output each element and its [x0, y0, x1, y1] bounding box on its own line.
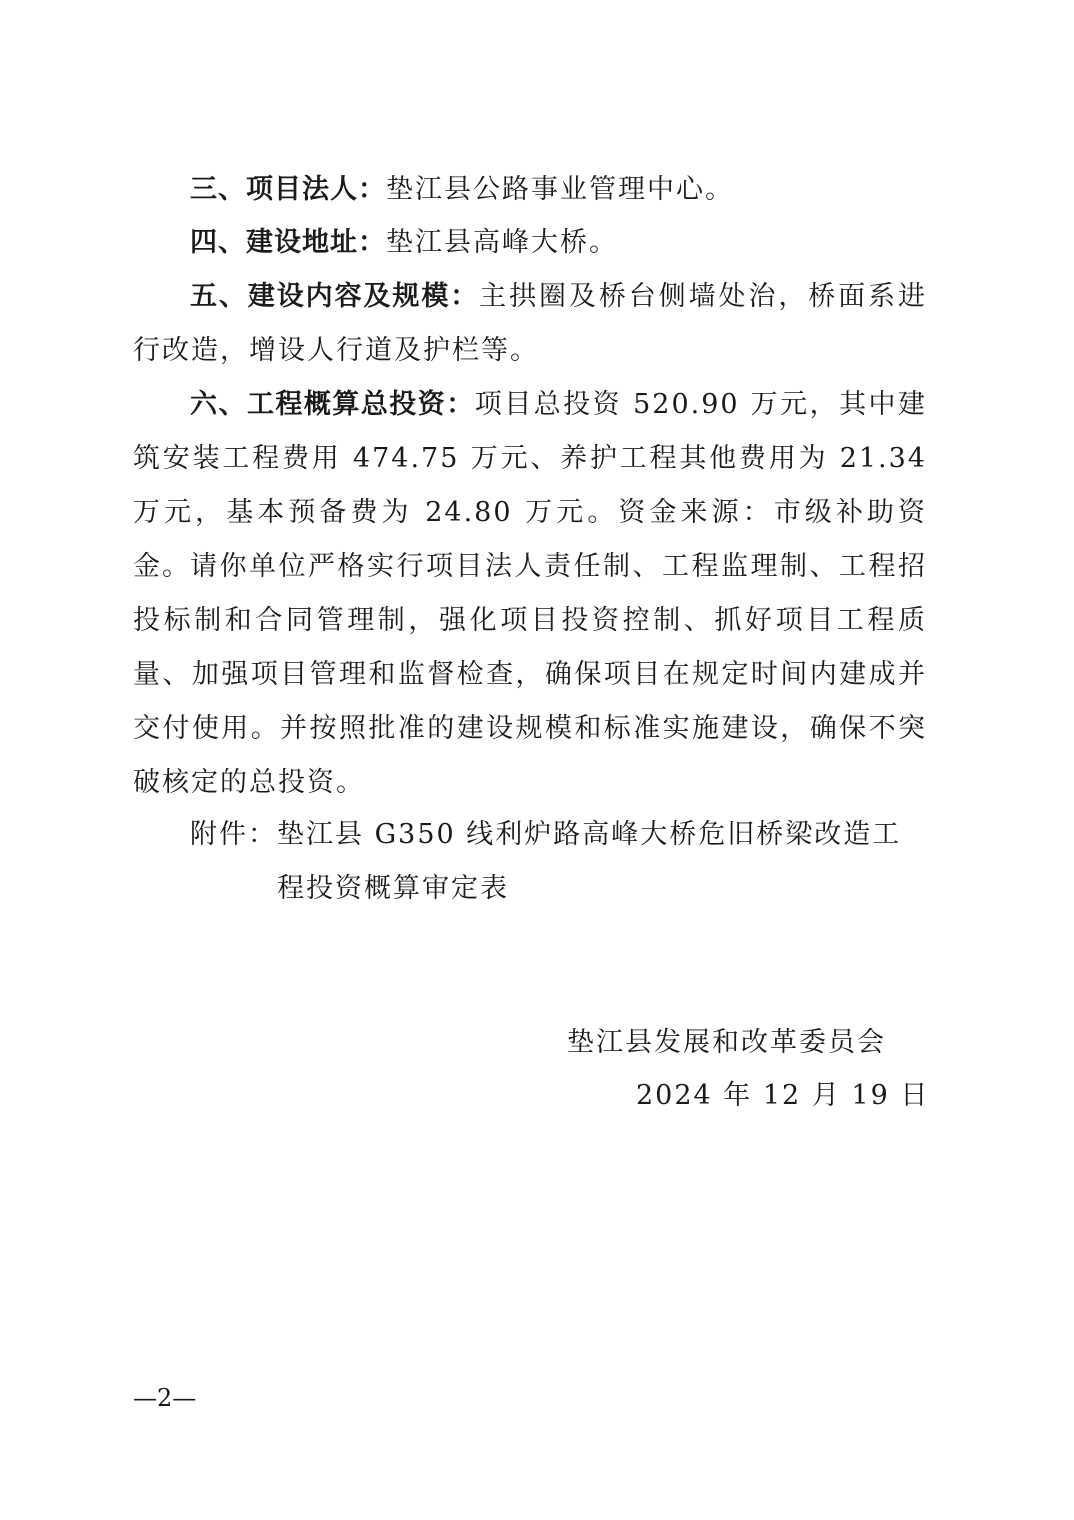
- signature-organization: 垫江县发展和改革委员会: [567, 1027, 886, 1058]
- requirement-paragraph: 请你单位严格实行项目法人责任制、工程监理制、工程招投标制和合同管理制，强化项目投资控制、抓好项目工程质量、加强项目管理和监督检查，确保项目在规定时间内建成并交付使用。并按照批准的建设规模和标准实施建设，确保不突破核定的总投资。: [133, 551, 927, 798]
- attachment-label: 附件：: [190, 819, 277, 850]
- signature-date: 2024 年 12 月 19 日: [636, 1080, 930, 1111]
- page-number: —2—: [133, 1384, 197, 1412]
- section-label: 三、项目法人：: [190, 174, 386, 205]
- section-label: 六、工程概算总投资：: [190, 389, 475, 420]
- section-text: 垫江县高峰大桥。: [386, 227, 618, 258]
- section-text: 垫江县公路事业管理中心。: [386, 174, 734, 205]
- section-text: 主拱圈及桥台侧墙处治，桥面系进行改造，增设人行道及护栏等。: [133, 281, 928, 366]
- attachment-title: 垫江县 G350 线利炉路高峰大桥危旧桥梁改造工程投资概算审定表: [277, 819, 902, 904]
- section-label: 五、建设内容及规模：: [190, 281, 480, 312]
- section-label: 四、建设地址：: [190, 227, 386, 258]
- section-scope: [133, 270, 927, 378]
- section-address: [133, 216, 927, 270]
- section-legal-person: [133, 163, 927, 217]
- attachment: [190, 808, 930, 916]
- section-text: 项目总投资 520.90 万元，其中建筑安装工程费用 474.75 万元、养护工程其他费用为 21.34 万元，基本预备费为 24.80 万元。资金来源：市级补助资金。: [133, 389, 928, 582]
